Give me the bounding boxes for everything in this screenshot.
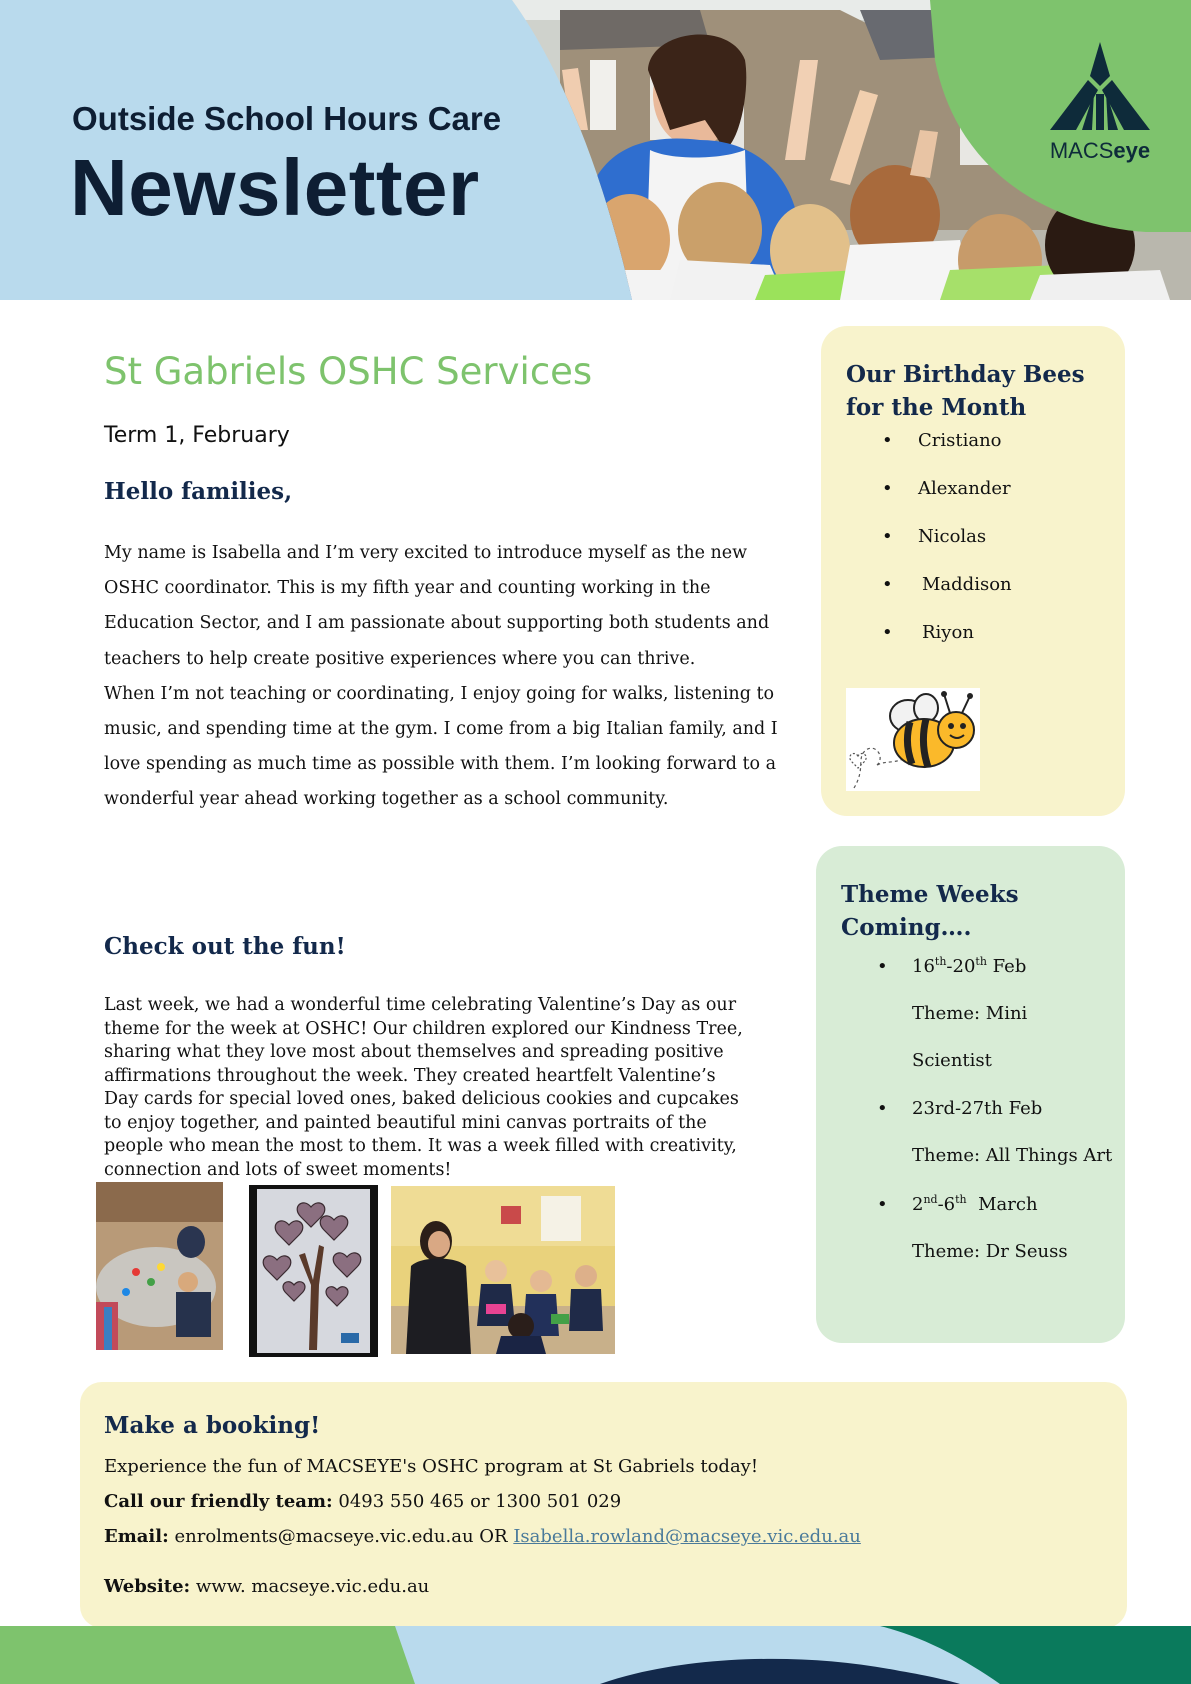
theme-weeks-panel: Theme Weeks Coming…. • 16th-20th Feb Theme: Mini Scientist • 23rd-27th Feb Theme: All Things Art • 2nd-6th March Theme: Dr Seuss — [816, 846, 1125, 1343]
header-title: Newsletter — [70, 143, 480, 232]
bee-illustration-icon — [846, 688, 980, 791]
birthday-title: Our Birthday Bees for the Month — [846, 361, 1085, 421]
header-subtitle: Outside School Hours Care — [72, 100, 502, 137]
theme-week-name: Theme: All Things Art — [912, 1145, 1113, 1166]
birthday-panel: Our Birthday Bees for the Month • Cristiano • Alexander • Nicolas • Maddison • Riyon — [821, 326, 1125, 816]
footer-decorative-shapes — [0, 1626, 1191, 1684]
birthday-name: Alexander — [918, 478, 1011, 499]
birthday-name: Cristiano — [918, 430, 1002, 451]
theme-week-name: Theme: Mini — [912, 1003, 1028, 1024]
greeting-heading: Hello families, — [104, 478, 293, 505]
booking-panel — [80, 1382, 1127, 1628]
booking-intro: Experience the fun of MACSEYE's OSHC program at St Gabriels today! — [104, 1456, 759, 1477]
theme-week-name-cont: Scientist — [912, 1050, 992, 1071]
fun-paragraph: Last week, we had a wonderful time celebrating Valentine’s Day as our theme for the week at OSHC! Our children explored our Kindness Tree, sharing what they love most about themselves and spreading positive affirmations throughout the week. They created heartfelt Valentine’s Day cards for special loved ones, baked delicious cookies and cupcakes to enjoy together, and painted beautiful mini canvas portraits of the people who mean the most to them. It was a week filled with creativity, connection and lots of sweet moments! — [104, 995, 743, 1180]
booking-website: Website: www. macseye.vic.edu.au — [104, 1576, 430, 1597]
logo-wordmark: MACSeye — [1049, 138, 1151, 163]
photo-kindness-tree-artwork — [249, 1185, 378, 1357]
term-label: Term 1, February — [104, 423, 290, 448]
theme-weeks-title: Theme Weeks Coming…. — [841, 881, 1019, 941]
birthday-name: Riyon — [922, 622, 974, 643]
fun-heading: Check out the fun! — [104, 933, 346, 960]
coordinator-email-link[interactable]: Isabella.rowland@macseye.vic.edu.au — [513, 1526, 861, 1547]
service-title: St Gabriels OSHC Services — [104, 350, 593, 393]
theme-week-date: 23rd-27th Feb — [912, 1098, 1043, 1119]
theme-week-date: 16th-20th Feb — [912, 955, 1027, 977]
header-banner — [0, 0, 1191, 300]
photo-children-at-table-with-educator — [391, 1186, 615, 1354]
birthday-name: Nicolas — [918, 526, 987, 547]
photo-children-playing-on-mat — [96, 1182, 223, 1350]
theme-week-date: 2nd-6th March — [912, 1193, 1038, 1215]
intro-paragraph-1: My name is Isabella and I’m very excited to introduce myself as the new OSHC coordinator. This is my fifth year and counting working in the Education Sector, and I am passionate about supporting both students and teachers to help create positive experiences where you can thrive. — [104, 543, 770, 669]
macseye-logo-mark-icon — [1048, 42, 1152, 132]
booking-heading: Make a booking! — [104, 1412, 321, 1439]
intro-paragraph — [104, 536, 784, 818]
booking-email: Email: enrolments@macseye.vic.edu.au OR Isabella.rowland@macseye.vic.edu.au — [104, 1526, 861, 1547]
birthday-name: Maddison — [922, 574, 1012, 595]
booking-phone: Call our friendly team: 0493 550 465 or 1300 501 029 — [104, 1491, 622, 1512]
theme-week-name: Theme: Dr Seuss — [912, 1241, 1068, 1262]
macseye-logo — [1040, 42, 1160, 164]
intro-paragraph-2: When I’m not teaching or coordinating, I enjoy going for walks, listening to music, and spending time at the gym. I come from a big Italian family, and I love spending as much time as possible with them. I’m looking forward to a wonderful year ahead working together as a school community. — [104, 683, 778, 810]
